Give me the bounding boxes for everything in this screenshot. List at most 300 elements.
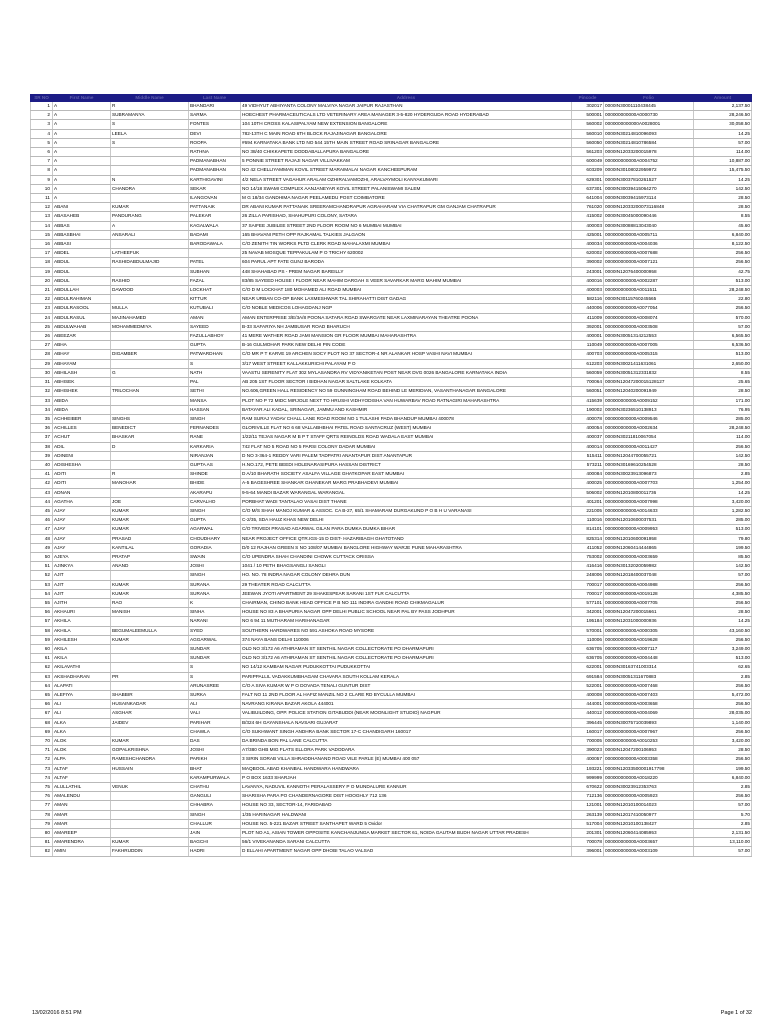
sr-no-cell: 10: [31, 184, 53, 193]
sr-no-cell: 21: [31, 286, 53, 295]
sr-no-cell: 50: [31, 552, 53, 561]
amount-cell: 6,840.00: [694, 773, 752, 782]
last-name-cell: S: [189, 663, 241, 672]
table-row: [31, 773, 752, 782]
address-cell: DR ABANI KUMAR PATTANAIK SREERAMCHANDRAPUR AGRAHARAM VIA CHATRAPUR GM GANJAM CHATRAPUR: [241, 203, 572, 212]
table-row: [31, 129, 752, 138]
amount-cell: 8.55: [694, 212, 752, 221]
first-name-cell: AMAR: [53, 819, 111, 828]
last-name-cell: PATEL: [189, 258, 241, 267]
amount-cell: 142.50: [694, 184, 752, 193]
first-name-cell: AKHILA: [53, 626, 111, 635]
pincode-cell: 622001: [572, 663, 604, 672]
amount-cell: 28,248.50: [694, 424, 752, 433]
table-row: [31, 368, 752, 377]
amount-cell: 5,472.00: [694, 691, 752, 700]
table-row: [31, 506, 752, 515]
pincode-cell: 190002: [572, 405, 604, 414]
last-name-cell: HADRI: [189, 847, 241, 856]
sr-no-cell: 25: [31, 322, 53, 331]
last-name-cell: GUPTA: [189, 341, 241, 350]
amount-cell: 2,131.50: [694, 829, 752, 838]
table-row: [31, 405, 752, 414]
middle-name-cell: JOE: [111, 497, 189, 506]
middle-name-cell: [111, 332, 189, 341]
table-row: [31, 552, 752, 561]
column-header-label: SR NO: [34, 95, 49, 100]
middle-name-cell: KUMAR: [111, 203, 189, 212]
folio-cell: 000000000000A0007688: [604, 249, 694, 258]
first-name-cell: ALKA: [53, 718, 111, 727]
address-cell: HOUSE NO 33, SECTOR-14, FARIDABAD: [241, 801, 572, 810]
pincode-cell: 560059: [572, 368, 604, 377]
last-name-cell: RATHNA: [189, 148, 241, 157]
middle-name-cell: SHABBIR: [111, 691, 189, 700]
folio-cell: 000000000000A0007967: [604, 727, 694, 736]
address-cell: NO 14/18 SWAMI COMPLEX AANJANEYAR KOVIL STREET PALANISWAMI SALEM: [241, 184, 572, 193]
table-row: [31, 451, 752, 460]
address-cell: H.NO.172, PETE BEEDI HOLENARASIPURA HASSAN DISTRICT: [241, 460, 572, 469]
sr-no-cell: 80: [31, 829, 53, 838]
last-name-cell: CHOUDHARY: [189, 534, 241, 543]
table-row: [31, 387, 752, 396]
table-row: [31, 691, 752, 700]
address-cell: B/324 6H GAYANSHALA NAVSARI GUJARAT: [241, 718, 572, 727]
first-name-cell: ABDUL: [53, 276, 111, 285]
amount-cell: 6,565.50: [694, 332, 752, 341]
middle-name-cell: [111, 341, 189, 350]
sr-no-cell: 3: [31, 120, 53, 129]
amount-cell: 513.00: [694, 525, 752, 534]
column-header: [241, 95, 572, 102]
folio-cell: 0000IN30115760245565: [604, 295, 694, 304]
amount-cell: 42.75: [694, 267, 752, 276]
last-name-cell: CHHABRA: [189, 801, 241, 810]
sr-no-cell: 17: [31, 249, 53, 258]
middle-name-cell: [111, 819, 189, 828]
address-cell: MAQBOOL ABAD KHANBAL HANDWARA HANDWARA: [241, 764, 572, 773]
last-name-cell: NATH: [189, 368, 241, 377]
amount-cell: 256.50: [694, 580, 752, 589]
address-cell: A7/380 GHB MIG FLATS ELLORA PARK VADODARA: [241, 746, 572, 755]
first-name-cell: ABHAY: [53, 350, 111, 359]
address-cell: 83/85 SAYEED HOUSE I FLOOR NEAR MAHIM DARGAH S VEER SAVARKAR MARG MAHIM MUMBAI: [241, 276, 572, 285]
amount-cell: 45.60: [694, 221, 752, 230]
page-number: Page 1 of 32: [720, 1010, 752, 1016]
last-name-cell: ALI: [189, 700, 241, 709]
first-name-cell: AKILA: [53, 644, 111, 653]
last-name-cell: JAIN: [189, 829, 241, 838]
sr-no-cell: 51: [31, 562, 53, 571]
pincode-cell: 612203: [572, 359, 604, 368]
amount-cell: 142.50: [694, 451, 752, 460]
pincode-cell: 440012: [572, 709, 604, 718]
pincode-cell: 400003: [572, 221, 604, 230]
sr-no-cell: 27: [31, 341, 53, 350]
amount-cell: 3,249.00: [694, 644, 752, 653]
last-name-cell: SURANA: [189, 589, 241, 598]
middle-name-cell: LEELA: [111, 129, 189, 138]
folio-cell: 0000IN12033500001917798: [604, 764, 694, 773]
first-name-cell: AJIT: [53, 571, 111, 580]
address-cell: HO. NO. 78 INDRA NAGAR COLONY DEHRA DUN: [241, 571, 572, 580]
folio-cell: 0000IN12010100138427: [604, 819, 694, 828]
amount-cell: 3,420.00: [694, 497, 752, 506]
first-name-cell: AMAR: [53, 810, 111, 819]
investor-table: [30, 94, 752, 857]
pincode-cell: 573211: [572, 460, 604, 469]
address-cell: #694 KARNATAKA BANK LTD NO 544 15TH MAIN STREET ROAD SRINAGAR BANGALORE: [241, 138, 572, 147]
folio-cell: 0000IN12031000000936: [604, 617, 694, 626]
folio-cell: 0000IN12033200015978: [604, 148, 694, 157]
pincode-cell: 400084: [572, 470, 604, 479]
table-row: [31, 598, 752, 607]
table-row: [31, 516, 752, 525]
pincode-cell: 302017: [572, 102, 604, 111]
pincode-cell: 415002: [572, 212, 604, 221]
address-cell: B-33 SAFARIYA NH JAMBUSAR ROAD BHARUCH: [241, 322, 572, 331]
sr-no-cell: 64: [31, 681, 53, 690]
table-row: [31, 562, 752, 571]
middle-name-cell: [111, 654, 189, 663]
pincode-cell: 603209: [572, 166, 604, 175]
pincode-cell: 110016: [572, 516, 604, 525]
table-row: [31, 148, 752, 157]
sr-no-cell: 28: [31, 350, 53, 359]
table-row: [31, 240, 752, 249]
sr-no-cell: 12: [31, 203, 53, 212]
first-name-cell: AJAY: [53, 543, 111, 552]
last-name-cell: AMAN: [189, 313, 241, 322]
first-name-cell: AJIT: [53, 580, 111, 589]
folio-cell: 0000IN30163741003314: [604, 663, 694, 672]
pincode-cell: 400016: [572, 276, 604, 285]
folio-cell: 0000IN30169610254528: [604, 460, 694, 469]
amount-cell: 256.50: [694, 635, 752, 644]
table-row: [31, 341, 752, 350]
middle-name-cell: RAMESHCHANDRA: [111, 755, 189, 764]
middle-name-cell: RAO: [111, 598, 189, 607]
first-name-cell: ABASAHEB: [53, 212, 111, 221]
pincode-cell: 570001: [572, 626, 604, 635]
address-cell: D NO 3-364-1 REDDY VARI PALEM TADPATRI ANANTAPUR DIST ANANTAPUR: [241, 451, 572, 460]
address-cell: OLD NO 3/172 A6 ATHIRAMAN ST SENTHIL NAGAR COLLECTORATE PO DHARMAPURI: [241, 654, 572, 663]
last-name-cell: FAZULLABHOY: [189, 332, 241, 341]
address-cell: P O BOX 1633 SHARJAH: [241, 773, 572, 782]
folio-cell: 0000IN12060414085953: [604, 829, 694, 838]
table-row: [31, 608, 752, 617]
sr-no-cell: 77: [31, 801, 53, 810]
address-cell: C/O SUKHWANT SINGH ANDHRA BANK SECTOR 17-C CHANDIGARH 160017: [241, 727, 572, 736]
first-name-cell: ALEFIYA: [53, 691, 111, 700]
folio-cell: 0000IN30108022959972: [604, 166, 694, 175]
amount-cell: 199.50: [694, 764, 752, 773]
table-row: [31, 681, 752, 690]
amount-cell: 5.70: [694, 810, 752, 819]
folio-cell: 000000000000A0002287: [604, 276, 694, 285]
sr-no-cell: 67: [31, 709, 53, 718]
pincode-cell: 195184: [572, 617, 604, 626]
table-row: [31, 249, 752, 258]
first-name-cell: AKILA: [53, 654, 111, 663]
amount-cell: 1,254.00: [694, 479, 752, 488]
last-name-cell: NARANI: [189, 617, 241, 626]
sr-no-cell: 82: [31, 847, 53, 856]
address-cell: 56/1 VIVEKANANDA SARANI CALCUTTA: [241, 838, 572, 847]
folio-cell: 0000IN12047200015128127: [604, 378, 694, 387]
middle-name-cell: [111, 810, 189, 819]
last-name-cell: GUPTA: [189, 516, 241, 525]
sr-no-cell: 33: [31, 396, 53, 405]
pincode-cell: 400078: [572, 414, 604, 423]
column-header: [694, 95, 752, 102]
folio-cell: 0000IN30021411631061: [604, 359, 694, 368]
folio-cell: 000000000000A0007703: [604, 479, 694, 488]
header-row: [31, 95, 752, 102]
address-cell: 448 SHAHABAD PS - PREM NAGAR BAREILLY: [241, 267, 572, 276]
middle-name-cell: [111, 378, 189, 387]
last-name-cell: KARTHIGAVINI: [189, 175, 241, 184]
folio-cell: 000000000000A0005923: [604, 792, 694, 801]
pincode-cell: 400037: [572, 433, 604, 442]
address-cell: 104 10TH CROSS KALASIPALYAM NEW EXTENSION BANGALORE: [241, 120, 572, 129]
pincode-cell: 263139: [572, 810, 604, 819]
table-row: [31, 295, 752, 304]
amount-cell: 171.00: [694, 396, 752, 405]
table-row: [31, 157, 752, 166]
sr-no-cell: 48: [31, 534, 53, 543]
pincode-cell: 522001: [572, 681, 604, 690]
folio-cell: 0000IN30051314212553: [604, 332, 694, 341]
last-name-cell: K: [189, 598, 241, 607]
pincode-cell: 500001: [572, 111, 604, 120]
amount-cell: 8.55: [694, 368, 752, 377]
address-cell: SHARISHA PARA PO CHANDERNAGORE DIST HOOGHLY 712 136: [241, 792, 572, 801]
middle-name-cell: [111, 396, 189, 405]
address-cell: NO 38/40 CHIKKAPETE DODDABALLAPURA BANGALORE: [241, 148, 572, 157]
sr-no-cell: 61: [31, 654, 53, 663]
middle-name-cell: FAKHRUDDIN: [111, 847, 189, 856]
address-cell: B-16 GULMOHAR PARK NEW DELHI PIN CODE: [241, 341, 572, 350]
sr-no-cell: 49: [31, 543, 53, 552]
middle-name-cell: R: [111, 470, 189, 479]
address-cell: NO.606,GREEN HALL RESIDENCY NO 59 GUNNINGHAM ROAD BEHIND LE MERIDIAN, VASANTHANAGAR BANGALORE: [241, 387, 572, 396]
amount-cell: 3,420.00: [694, 737, 752, 746]
folio-cell: 0000IN30236510138913: [604, 405, 694, 414]
first-name-cell: ADIL: [53, 442, 111, 451]
sr-no-cell: 30: [31, 368, 53, 377]
middle-name-cell: PANDURANG: [111, 212, 189, 221]
last-name-cell: CHATHU: [189, 783, 241, 792]
last-name-cell: S: [189, 672, 241, 681]
amount-cell: 13,110.00: [694, 838, 752, 847]
folio-cell: 000000000000A0009152: [604, 396, 694, 405]
pincode-cell: 400025: [572, 479, 604, 488]
sr-no-cell: 26: [31, 332, 53, 341]
pincode-cell: 700017: [572, 580, 604, 589]
last-name-cell: VALI: [189, 709, 241, 718]
pincode-cell: 620002: [572, 249, 604, 258]
address-cell: LAVANYA, NADUVIL KANNOTH PERALASSERY P O MUNDALURE KANNUR: [241, 783, 572, 792]
last-name-cell: KARKARIA: [189, 442, 241, 451]
folio-cell: 000000000000A0007705: [604, 598, 694, 607]
address-cell: 41 MERE WATHER ROAD JAMI MANSION GR FLOOR MUMBAI MAHARASHTRA: [241, 332, 572, 341]
first-name-cell: A: [53, 184, 111, 193]
pincode-cell: 400057: [572, 755, 604, 764]
sr-no-cell: 56: [31, 608, 53, 617]
last-name-cell: KITTUR: [189, 295, 241, 304]
middle-name-cell: [111, 801, 189, 810]
middle-name-cell: [111, 617, 189, 626]
amount-cell: 256.50: [694, 792, 752, 801]
print-timestamp: 13/02/2016 8:51 PM: [32, 1010, 82, 1016]
column-header: [31, 95, 53, 102]
first-name-cell: ACHUT: [53, 433, 111, 442]
last-name-cell: SURANA: [189, 580, 241, 589]
table-row: [31, 525, 752, 534]
last-name-cell: BADAMI: [189, 230, 241, 239]
table-row: [31, 497, 752, 506]
amount-cell: 14.25: [694, 617, 752, 626]
first-name-cell: ALOK: [53, 746, 111, 755]
amount-cell: 114.00: [694, 433, 752, 442]
folio-cell: 0000IN12010600091958: [604, 534, 694, 543]
middle-name-cell: KANTILAL: [111, 543, 189, 552]
first-name-cell: AJAY: [53, 525, 111, 534]
address-cell: FALT NO 11 2ND FLOOR AL HAFIZ MANZIL NO 2 CLARE RD BYCULLA MUMBAI: [241, 691, 572, 700]
middle-name-cell: BENEDICT: [111, 424, 189, 433]
pincode-cell: 753002: [572, 552, 604, 561]
first-name-cell: ACHHEIBER: [53, 414, 111, 423]
address-cell: NEAR PROJECT OFFICE QTR.IGS-15 D DIST- HAZARIBAGH GHATOTAND: [241, 534, 572, 543]
table-row: [31, 175, 752, 184]
sr-no-cell: 20: [31, 276, 53, 285]
amount-cell: 57.00: [694, 847, 752, 856]
last-name-cell: SUNDAR: [189, 654, 241, 663]
table-row: [31, 663, 752, 672]
folio-cell: 0000IN12047200106953: [604, 746, 694, 755]
table-row: [31, 617, 752, 626]
folio-cell: 0000IN30214810096093: [604, 129, 694, 138]
middle-name-cell: [111, 166, 189, 175]
sr-no-cell: 58: [31, 626, 53, 635]
data-sheet: [30, 94, 751, 857]
address-cell: D ELLAHI APARTMENT NAGAR OPP DHOBI TALAO VALSAD: [241, 847, 572, 856]
table-row: [31, 442, 752, 451]
first-name-cell: ABDULRASUL: [53, 313, 111, 322]
amount-cell: 57.00: [694, 322, 752, 331]
folio-cell: 0000IN12044700055721: [604, 451, 694, 460]
folio-cell: 000000000000A0009546: [604, 414, 694, 423]
table-row: [31, 230, 752, 239]
folio-cell: 0000IN30132020059982: [604, 562, 694, 571]
column-header-label: First Name: [69, 95, 94, 100]
pincode-cell: 425001: [572, 230, 604, 239]
amount-cell: 57.00: [694, 571, 752, 580]
amount-cell: 142.50: [694, 562, 752, 571]
amount-cell: 14.25: [694, 129, 752, 138]
amount-cell: 2.85: [694, 470, 752, 479]
amount-cell: 57.00: [694, 801, 752, 810]
pincode-cell: 342001: [572, 608, 604, 617]
table-row: [31, 792, 752, 801]
amount-cell: 62.65: [694, 663, 752, 672]
first-name-cell: ABEEZAR: [53, 332, 111, 341]
pincode-cell: 396001: [572, 847, 604, 856]
amount-cell: 114.00: [694, 148, 752, 157]
first-name-cell: ABDULLAH: [53, 286, 111, 295]
folio-cell: 0000IN30001110438445: [604, 102, 694, 111]
first-name-cell: AJIT: [53, 589, 111, 598]
folio-cell: 000000000000A0002634: [604, 424, 694, 433]
middle-name-cell: MANOHAR: [111, 479, 189, 488]
middle-name-cell: [111, 829, 189, 838]
middle-name-cell: PRASAD: [111, 534, 189, 543]
pincode-cell: 400001: [572, 332, 604, 341]
last-name-cell: GUPTA AS: [189, 460, 241, 469]
amount-cell: 43,160.50: [694, 626, 752, 635]
first-name-cell: AJINKYA: [53, 562, 111, 571]
last-name-cell: SINGH: [189, 414, 241, 423]
pincode-cell: 636705: [572, 644, 604, 653]
sr-no-cell: 13: [31, 212, 53, 221]
pincode-cell: 160017: [572, 727, 604, 736]
middle-name-cell: S: [111, 120, 189, 129]
address-cell: D A/10 BHARATH SOCIETY ASALFA VILLAGE GHATKOPAR EAST MUMBAI: [241, 470, 572, 479]
last-name-cell: [189, 249, 241, 258]
last-name-cell: JOSHI: [189, 562, 241, 571]
folio-cell: 000000000000A0005711: [604, 230, 694, 239]
last-name-cell: SINGH: [189, 810, 241, 819]
sr-no-cell: 19: [31, 267, 53, 276]
table-row: [31, 166, 752, 175]
pincode-cell: 110006: [572, 635, 604, 644]
last-name-cell: CHALLUR: [189, 819, 241, 828]
sr-no-cell: 66: [31, 700, 53, 709]
sr-no-cell: 5: [31, 138, 53, 147]
middle-name-cell: S: [111, 138, 189, 147]
sr-no-cell: 47: [31, 525, 53, 534]
amount-cell: 28.50: [694, 194, 752, 203]
column-header-label: Folio: [643, 95, 654, 100]
middle-name-cell: CHANDRA: [111, 184, 189, 193]
amount-cell: 256.50: [694, 258, 752, 267]
sr-no-cell: 16: [31, 240, 53, 249]
first-name-cell: AJAY: [53, 506, 111, 515]
address-cell: CHAIRMAN, CHINO BANK HEAD OFFICE P B NO 111 INDIRA GANDHI ROAD CHIKMAGALUR: [241, 598, 572, 607]
last-name-cell: KARAMPURWALA: [189, 773, 241, 782]
folio-cell: 0000IN30075710039893: [604, 718, 694, 727]
address-cell: PLOT NO A1, ASIAN TOWER OPPOSITE KANCHANJUNGA MARKET SECTOR 61, NOIDA GAUTAM BUDH NAGAR UTTAR PRADESH: [241, 829, 572, 838]
folio-cell: 000000000000A0011427: [604, 442, 694, 451]
last-name-cell: GANGULI: [189, 792, 241, 801]
last-name-cell: LOCKHAT: [189, 286, 241, 295]
middle-name-cell: JAIDEV: [111, 718, 189, 727]
first-name-cell: AJAY: [53, 534, 111, 543]
table-row: [31, 433, 752, 442]
middle-name-cell: HUSSAIN: [111, 764, 189, 773]
folio-cell: 0000IN12010600037531: [604, 516, 694, 525]
first-name-cell: ABBASI: [53, 240, 111, 249]
sr-no-cell: 46: [31, 516, 53, 525]
last-name-cell: PATWARDHAN: [189, 350, 241, 359]
address-cell: 1/22/11 TEJAS NAGAR M B P T STAFF QRTS REINOLDS ROAD WADALA EAST MUMBAI: [241, 433, 572, 442]
first-name-cell: ABIDA: [53, 405, 111, 414]
table-row: [31, 801, 752, 810]
amount-cell: 256.50: [694, 598, 752, 607]
middle-name-cell: [111, 148, 189, 157]
middle-name-cell: MULLA: [111, 304, 189, 313]
